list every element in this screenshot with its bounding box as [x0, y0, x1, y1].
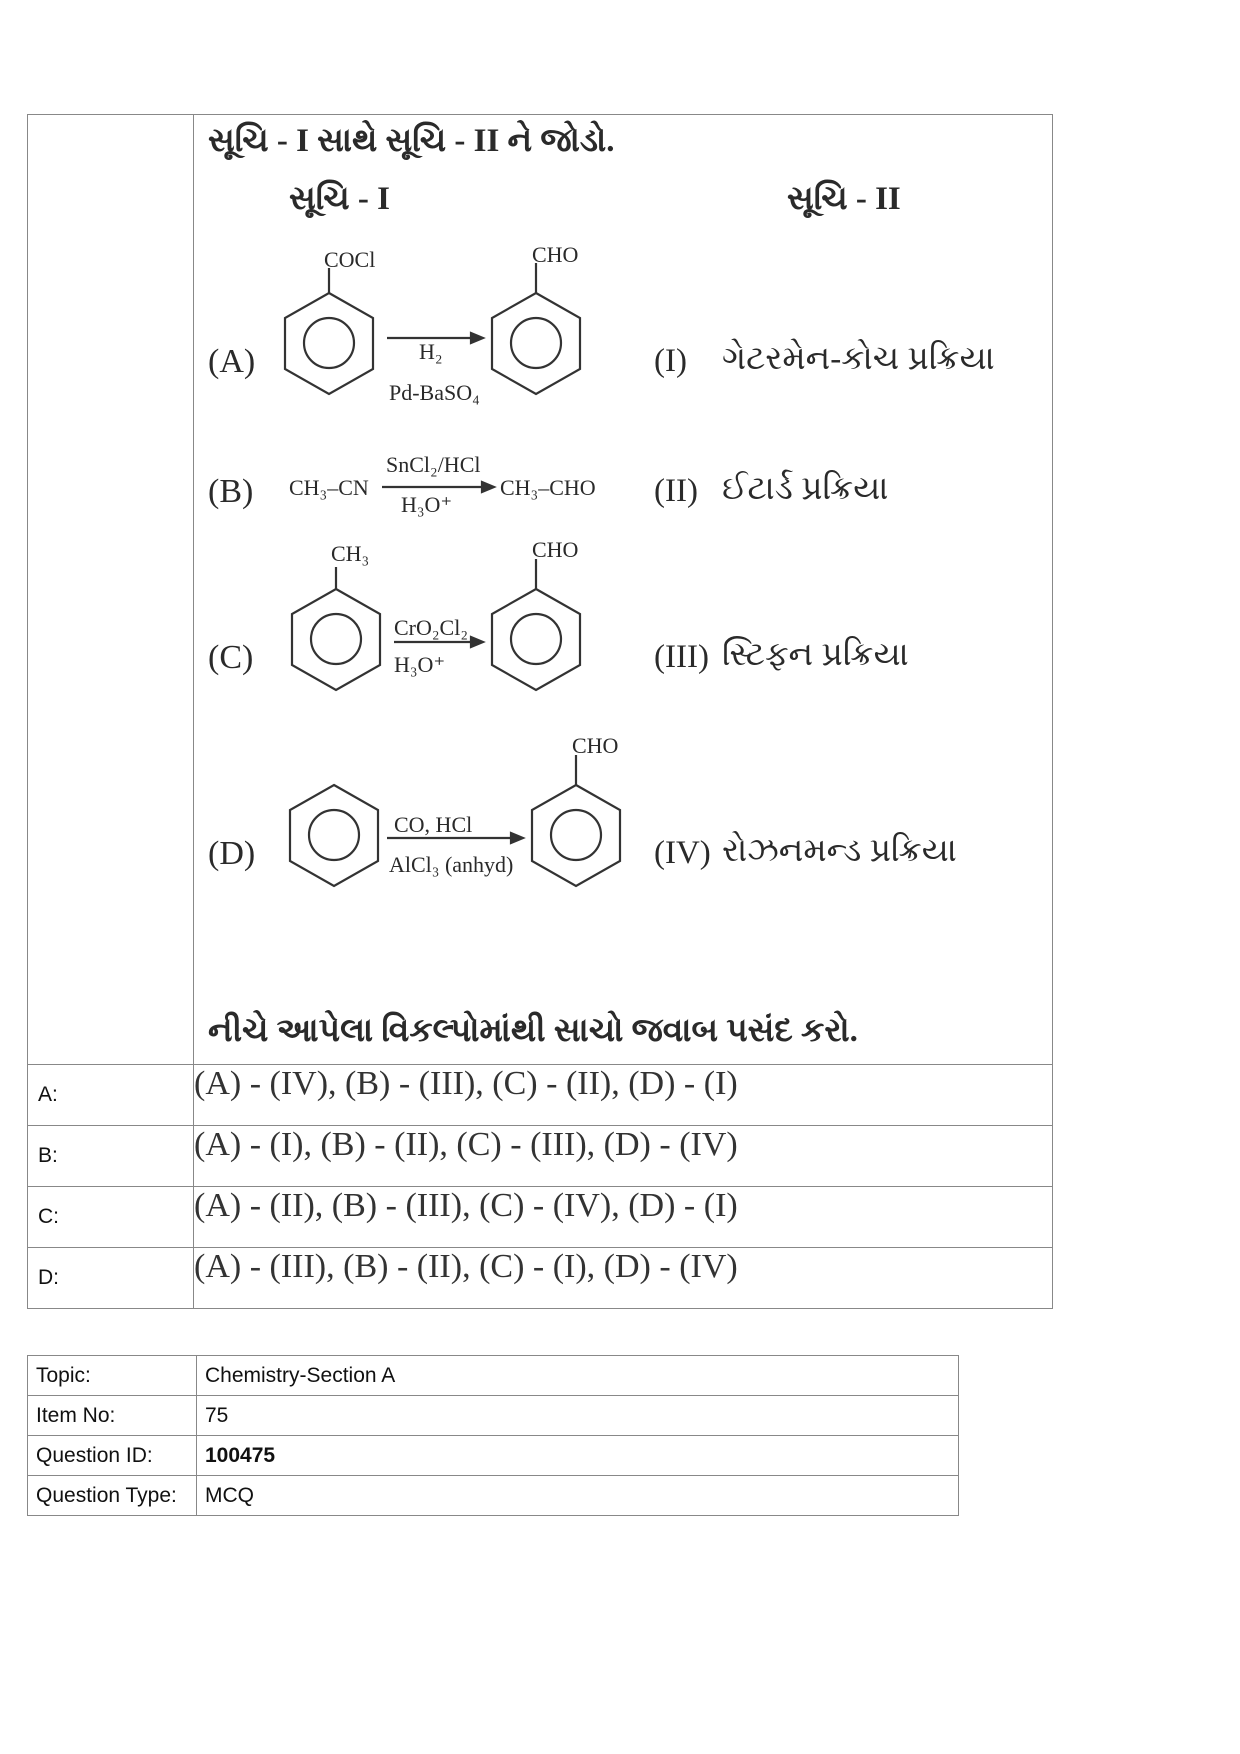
name-text-1: ગેટરમેન-કોચ પ્રક્રિયા [722, 341, 995, 377]
option-label-cell [28, 1065, 194, 1126]
instruction-text: સૂચિ - I સાથે સૂચિ - II ને જોડો. [208, 123, 615, 159]
question-stem [194, 115, 1052, 1064]
reaction-d-reagent-below: AlCl₃ (anhyd) [389, 852, 514, 877]
list2-header: સૂચિ - II [787, 181, 901, 217]
option-row-d[interactable] [28, 1248, 1053, 1309]
name-text-3: સ્ટિફન પ્રક્રિયા [722, 637, 909, 673]
reaction-b-reagent-below: H₃O⁺ [401, 492, 453, 517]
meta-key: Question Type: [28, 1476, 197, 1516]
reaction-b-product: CH₃–CHO [500, 475, 596, 500]
meta-value: 100475 [197, 1436, 959, 1476]
option-row-a[interactable] [28, 1065, 1053, 1126]
option-label: C: [38, 1205, 59, 1228]
option-text-a[interactable]: (A) - (IV), (B) - (III), (C) - (II), (D) - (I) [194, 1065, 1053, 1126]
reaction-a-reactant-group: COCl [324, 247, 376, 272]
option-text-d[interactable]: (A) - (III), (B) - (II), (C) - (I), (D) - (IV) [194, 1248, 1053, 1309]
option-row-c[interactable] [28, 1187, 1053, 1248]
reaction-d-benzene-ring [290, 785, 378, 886]
name-text-2: ઈટાર્ડ પ્રક્રિયા [722, 471, 889, 507]
meta-value: 75 [197, 1396, 959, 1436]
name-text-4: રોઝનમન્ડ પ્રક્રિયા [722, 833, 957, 869]
reaction-a-product-ring [492, 293, 580, 394]
name-num-4: (IV) [654, 835, 711, 871]
reaction-b-reactant: CH₃–CN [289, 475, 369, 500]
reaction-d-product-ring [532, 785, 620, 886]
option-text-c[interactable]: (A) - (II), (B) - (III), (C) - (IV), (D) - (I) [194, 1187, 1053, 1248]
answer-instruction: નીચે આપેલા વિકલ્પોમાંથી સાચો જવાબ પસંદ કરો. [208, 1013, 858, 1049]
meta-key: Topic: [28, 1356, 197, 1396]
meta-row [28, 1396, 959, 1436]
meta-row [28, 1356, 959, 1396]
reaction-c-reagent-below: H₃O⁺ [394, 652, 446, 677]
reaction-a-mark: (A) [208, 343, 256, 380]
reaction-d-structures [194, 115, 195, 116]
name-num-3: (III) [654, 639, 709, 675]
question-stem-cell [194, 115, 1053, 1065]
reaction-c-product-ring [492, 589, 580, 690]
reaction-b-mark: (B) [208, 473, 254, 510]
option-label: D: [38, 1266, 59, 1289]
reaction-a-reagent-above: H₂ [419, 339, 443, 364]
question-table [27, 114, 1053, 1309]
reaction-a-reagent-below: Pd-BaSO₄ [389, 380, 480, 405]
reaction-c-product-group: CHO [532, 537, 579, 562]
reaction-a-benzene-ring [285, 293, 373, 394]
option-row-b[interactable] [28, 1126, 1053, 1187]
reaction-c-reactant-group: CH₃ [331, 541, 370, 566]
meta-row [28, 1436, 959, 1476]
reaction-c-benzene-ring [292, 589, 380, 690]
reaction-d-reagent-above: CO, HCl [394, 812, 473, 837]
meta-value: MCQ [197, 1476, 959, 1516]
reaction-d-mark: (D) [208, 835, 256, 872]
meta-row [28, 1476, 959, 1516]
reaction-a-ring-circle [304, 318, 354, 368]
question-stem-row [28, 115, 1053, 1065]
option-label-cell [28, 1187, 194, 1248]
reaction-c-reagent-above: CrO₂Cl₂ [394, 615, 469, 640]
meta-key: Question ID: [28, 1436, 197, 1476]
meta-value: Chemistry-Section A [197, 1356, 959, 1396]
list1-header: સૂચિ - I [289, 181, 390, 217]
option-text-b[interactable]: (A) - (I), (B) - (II), (C) - (III), (D) - (IV) [194, 1126, 1053, 1187]
option-label-cell [28, 1248, 194, 1309]
reaction-a-product-group: CHO [532, 242, 579, 267]
option-label: A: [38, 1083, 58, 1106]
option-label-cell [28, 1126, 194, 1187]
meta-table [27, 1355, 959, 1516]
reaction-b-reagent-above: SnCl₂/HCl [386, 452, 481, 477]
stem-label-cell [28, 115, 194, 1065]
reaction-c-mark: (C) [208, 639, 254, 676]
reaction-d-product-group: CHO [572, 733, 619, 758]
name-num-1: (I) [654, 343, 687, 379]
name-num-2: (II) [654, 473, 698, 509]
meta-key: Item No: [28, 1396, 197, 1436]
option-label: B: [38, 1144, 58, 1167]
